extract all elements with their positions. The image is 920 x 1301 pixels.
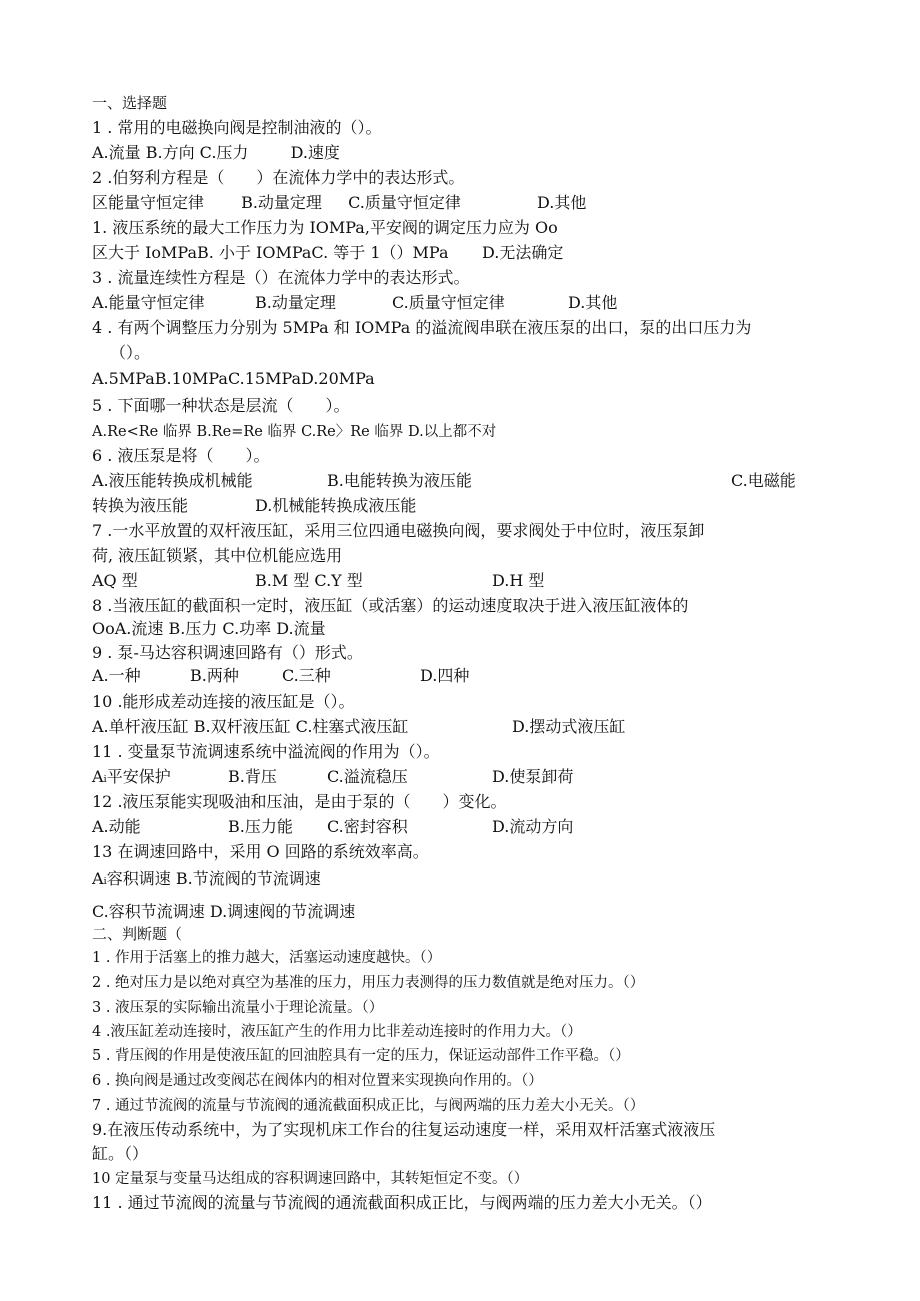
q7-stem: 7 .一水平放置的双杆液压缸，采用三位四通电磁换向阀，要求阀处于中位时，液压泵卸 bbox=[92, 521, 705, 540]
q6-option-a: A.液压能转换成机械能 bbox=[92, 471, 253, 490]
q5-stem: 5 . 下面哪一种状态是层流（ ）。 bbox=[92, 396, 350, 415]
q11-option-c: C.溢流稳压 bbox=[327, 767, 408, 786]
q4-stem-cont: （）。 bbox=[110, 343, 151, 362]
q6-option-d: D.机械能转换成液压能 bbox=[255, 496, 417, 515]
tf-item-7: 7 . 通过节流阀的流量与节流阀的通流截面积成正比，与阀两端的压力差大小无关。（） bbox=[92, 1098, 645, 1114]
q11-option-b: B.背压 bbox=[228, 767, 277, 786]
q7-stem-cont: 荷, 液压缸锁紧，其中位机能应选用 bbox=[92, 546, 343, 565]
q9-option-c: C.三种 bbox=[282, 666, 331, 685]
q3-option-b: B.动量定理 bbox=[255, 293, 336, 312]
q4-stem: 4 . 有两个调整压力分别为 5MPa 和 IOMPa 的溢流阀串联在液压泵的出口，泵的出口压力为 bbox=[92, 318, 752, 337]
section1-title: 一、选择题 bbox=[92, 94, 168, 112]
q2-options-abc: 区能量守恒定律 B.动量定理 C.质量守恒定律 bbox=[92, 193, 461, 212]
q13-options-ab: Aᵢ容积调速 B.节流阀的节流调速 bbox=[92, 869, 321, 888]
q13-stem: 13 在调速回路中，采用 O 回路的系统效率高。 bbox=[92, 842, 429, 861]
q12-option-d: D.流动方向 bbox=[492, 817, 574, 836]
section2-title: 二、判断题（ bbox=[92, 925, 183, 943]
q10-options-abc: A.单杆液压缸 B.双杆液压缸 C.柱塞式液压缸 bbox=[92, 717, 409, 736]
q13-options-cd: C.容积节流调速 D.调速阀的节流调速 bbox=[92, 902, 356, 921]
q12-option-a: A.动能 bbox=[92, 817, 141, 836]
q7-option-d: D.H 型 bbox=[492, 571, 545, 590]
q10-option-d: D.摆动式液压缸 bbox=[512, 717, 626, 736]
q3a-options-abc: 区大于 IoMPaB. 小于 IOMPaC. 等于 1（）MPa bbox=[92, 243, 449, 262]
tf-item-1: 1 . 作用于活塞上的推力越大，活塞运动速度越快。（） bbox=[92, 950, 442, 966]
q7-options-bc: B.M 型 C.Y 型 bbox=[255, 571, 363, 590]
q11-option-d: D.使泵卸荷 bbox=[492, 767, 574, 786]
q12-option-c: C.密封容积 bbox=[327, 817, 408, 836]
q11-stem: 11 . 变量泵节流调速系统中溢流阀的作用为（）。 bbox=[92, 742, 440, 761]
q7-option-a: AQ 型 bbox=[92, 571, 138, 590]
q3a-stem: 1. 液压系统的最大工作压力为 IOMPa,平安阀的调定压力应为 Oo bbox=[92, 218, 558, 237]
q1-options: A.流量 B.方向 C.压力 D.速度 bbox=[92, 143, 340, 162]
tf-item-9: 9.在液压传动系统中，为了实现机床工作台的往复运动速度一样，采用双杆活塞式液液压 bbox=[92, 1120, 716, 1139]
q12-option-b: B.压力能 bbox=[228, 817, 293, 836]
q12-stem: 12 .液压泵能实现吸油和压油，是由于泵的（ ）变化。 bbox=[92, 792, 507, 811]
tf-item-9-cont: 缸。（） bbox=[92, 1144, 149, 1163]
tf-item-5: 5 . 背压阀的作用是使液压缸的回油腔具有一定的压力，保证运动部件工作平稳。（） bbox=[92, 1048, 630, 1064]
q3-option-a: A.能量守恒定律 bbox=[92, 293, 205, 312]
q6-option-c-start: C.电磁能 bbox=[731, 471, 796, 490]
q8-stem-cont: OoA.流速 B.压力 C.功率 D.流量 bbox=[92, 619, 326, 638]
q3a-option-d: D.无法确定 bbox=[482, 243, 564, 262]
q9-option-b: B.两种 bbox=[190, 666, 239, 685]
q3-option-d: D.其他 bbox=[568, 293, 618, 312]
q2-option-d: D.其他 bbox=[537, 193, 587, 212]
tf-item-11: 11 . 通过节流阀的流量与节流阀的通流截面积成正比，与阀两端的压力差大小无关。（） bbox=[92, 1193, 712, 1212]
q11-option-a: Aᵢ平安保护 bbox=[92, 767, 171, 786]
tf-item-10: 10 定量泵与变量马达组成的容积调速回路中，其转矩恒定不变。（） bbox=[92, 1171, 529, 1187]
q10-stem: 10 .能形成差动连接的液压缸是（）。 bbox=[92, 692, 355, 711]
q6-option-b: B.电能转换为液压能 bbox=[327, 471, 472, 490]
q3-stem: 3 . 流量连续性方程是（）在流体力学中的表达形式。 bbox=[92, 268, 470, 287]
q6-stem: 6 . 液压泵是将（ ）。 bbox=[92, 446, 270, 465]
q4-options: A.5MPaB.10MPaC.15MPaD.20MPa bbox=[92, 369, 375, 388]
q9-option-d: D.四种 bbox=[420, 666, 470, 685]
tf-item-2: 2 . 绝对压力是以绝对真空为基准的压力，用压力表测得的压力数值就是绝对压力。（） bbox=[92, 975, 645, 991]
q6-option-c-end: 转换为液压能 bbox=[92, 496, 189, 515]
q5-options: A.Re<Re 临界 B.Re=Re 临界 C.Re〉Re 临界 D.以上都不对 bbox=[92, 424, 497, 440]
tf-item-6: 6 . 换向阀是通过改变阀芯在阀体内的相对位置来实现换向作用的。（） bbox=[92, 1073, 543, 1089]
q1-stem: 1 . 常用的电磁换向阀是控制油液的（）。 bbox=[92, 118, 382, 137]
q9-option-a: A.一种 bbox=[92, 666, 141, 685]
q9-stem: 9 . 泵-马达容积调速回路有（）形式。 bbox=[92, 643, 363, 662]
q2-stem: 2 .伯努利方程是（ ）在流体力学中的表达形式。 bbox=[92, 168, 465, 187]
q8-stem: 8 .当液压缸的截面积一定时，液压缸（或活塞）的运动速度取决于进入液压缸液体的 bbox=[92, 596, 689, 615]
tf-item-4: 4 .液压缸差动连接时，液压缸产生的作用力比非差动连接时的作用力大。（） bbox=[92, 1024, 582, 1040]
q3-option-c: C.质量守恒定律 bbox=[392, 293, 505, 312]
tf-item-3: 3 . 液压泵的实际输出流量小于理论流量。（） bbox=[92, 1000, 384, 1016]
